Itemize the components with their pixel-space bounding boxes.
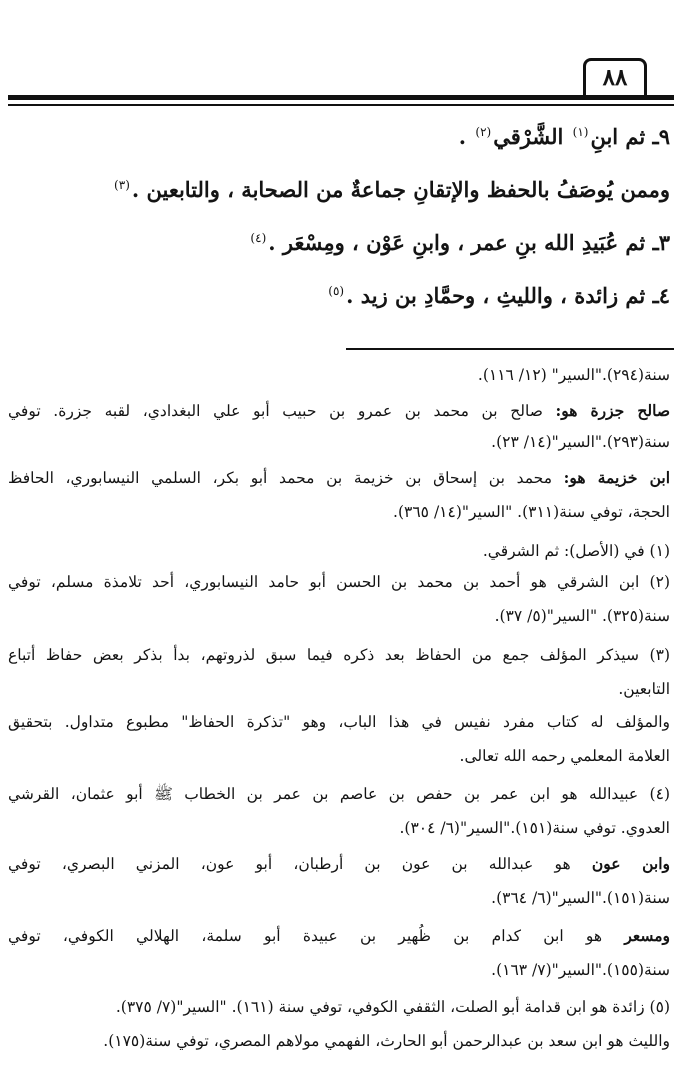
footnote-text: هو ابن كدام بن ظُهير بن عبيدة أبو سلمة، الهلالي الكوفي، توفي [8,927,625,945]
main-line-3 [248,228,670,258]
footnote-text: هو عبدالله بن عون بن أرطبان، أبو عون، المزني البصري، توفي [8,855,592,873]
footnote-line: (٢) ابن الشرقي هو أحمد بن محمد بن الحسن أبو حامد النيسابوري، أحد تلامذة مسلم، توفي [8,573,670,591]
footnote-line: سنة(١٥٥)."السير"(٧/ ١٦٣). [491,961,670,979]
footnote-separator [346,348,674,350]
footnote-name: صالح جزرة هو: [555,401,670,420]
header-rule-thin [8,104,674,106]
main-line-2 [112,175,670,205]
footnote-name: وابن عون [591,854,670,873]
footnote-line [8,463,670,493]
footnote-ref: (٤) [250,231,267,245]
footnote-name: ابن خزيمة هو: [563,468,670,487]
page-number: ٨٨ [583,58,647,96]
footnote-line: (٥) زائدة هو ابن قدامة أبو الصلت، الثقفي الكوفي، توفي سنة (١٦١). "السير"(٧/ ٣٧٥). [115,998,670,1016]
footnote-line: سنة(٢٩٤)."السير" (١٢/ ١١٦). [477,366,670,384]
footnote-line: سنة(١٥١)."السير"(٦/ ٣٦٤). [491,889,670,907]
main-text: . [458,124,467,149]
main-text: ٤ـ ثم زائدة ، والليثِ ، وحمَّادِ بن زيد . [346,283,670,308]
main-text: الشَّرْقي [493,124,564,149]
footnote-line [8,396,670,426]
footnote-line [8,849,670,879]
footnote-line [8,921,670,951]
main-line-1 [459,122,670,152]
main-line-4 [326,281,670,311]
footnote-text: صالح بن محمد بن عمرو بن حبيب أبو علي البغدادي، لقبه جزرة. توفي [8,402,556,420]
footnote-name: ومسعر [624,926,670,945]
footnote-line: (٤) عبيدالله هو ابن عمر بن حفص بن عاصم بن عمر بن الخطاب ﷺ أبو عثمان، القرشي [8,785,670,803]
main-text: ٣ـ ثم عُبَيدِ الله بنِ عمر ، وابنِ عَوْن ، ومِسْعَر . [268,230,670,255]
footnote-ref: (٣) [114,178,130,192]
footnote-line: والليث هو ابن سعد بن عبدالرحمن أبو الحارث، الفهمي مولاهم المصري، توفي سنة(١٧٥). [103,1032,670,1050]
footnote-line: سنة(٢٩٣)."السير"(١٤/ ٢٣). [491,433,670,451]
main-text: وممن يُوصَفُ بالحفظ والإتقانِ جماعةٌ من الصحابة ، والتابعين . [131,177,670,202]
footnote-line: التابعين. [618,680,670,698]
footnote-line: والمؤلف له كتاب مفرد نفيس في هذا الباب، وهو "تذكرة الحفاظ" مطبوع متداول. بتحقيق [8,713,670,731]
footnote-line: سنة(٣٢٥). "السير"(٥/ ٣٧). [494,607,670,625]
footnote-text: محمد بن إسحاق بن خزيمة بن محمد أبو بكر، السلمي النيسابوري، الحافظ [8,469,564,487]
footnote-line: العدوي. توفي سنة(١٥١)."السير"(٦/ ٣٠٤). [399,819,670,837]
main-text: ٩ـ ثم ابنِ [590,124,670,149]
footnote-line: الحجة، توفي سنة(٣١١). "السير"(١٤/ ٣٦٥). [393,503,670,521]
header-rule [8,95,674,100]
footnote-line: العلامة المعلمي رحمه الله تعالى. [459,747,670,765]
footnote-ref: (٥) [328,284,345,298]
footnote-line: (١) في (الأصل): ثم الشرقي. [482,542,670,560]
footnote-line: (٣) سيذكر المؤلف جمع من الحفاظ بعد ذكره فيما سبق لذروتهم، بدأ بذكر بعض حفاظ أتباع [8,646,670,664]
footnote-ref: (١) [572,125,589,139]
footnote-ref: (٢) [475,125,492,139]
